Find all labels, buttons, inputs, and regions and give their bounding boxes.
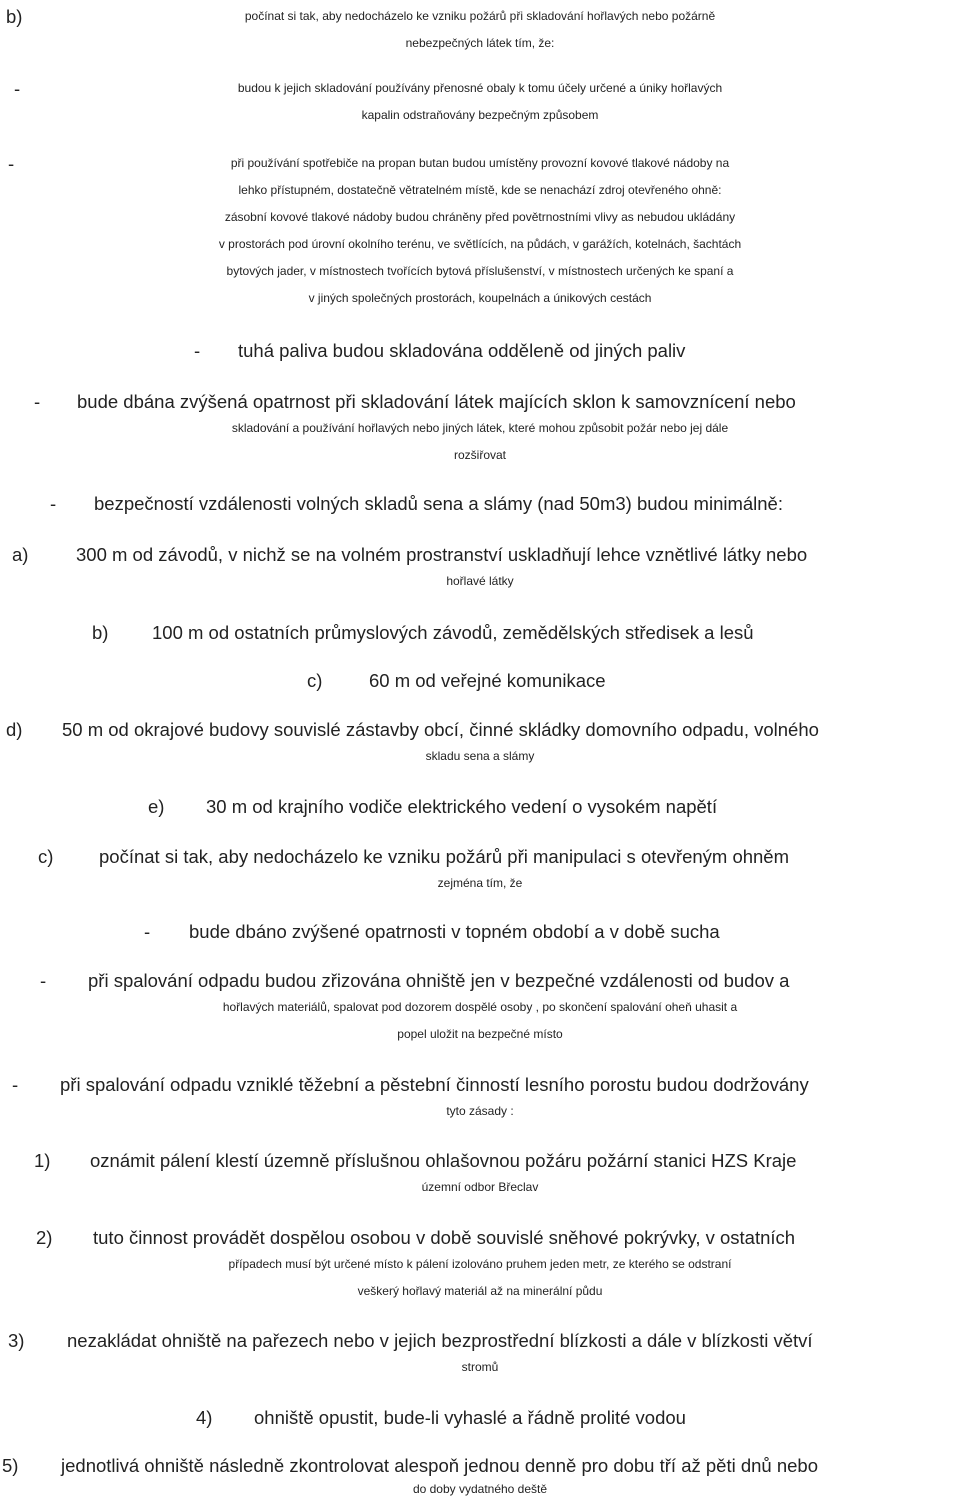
- pd-line1: 50 m od okrajové budovy souvislé zástavby obcí, činné skládky domovního odpadu, volného: [62, 719, 819, 740]
- p8-line2: tyto zásady :: [446, 1104, 514, 1118]
- n3-line2: stromů: [461, 1360, 499, 1374]
- n2-line1: tuto činnost provádět dospělou osobou v době souvislé sněhové pokrývky, v ostatních: [93, 1227, 796, 1248]
- p7-line3: popel uložit na bezpečné místo: [397, 1027, 563, 1041]
- pd-line2: skladu sena a slámy: [425, 749, 535, 763]
- section-c-marker: c): [38, 846, 54, 867]
- p3-line1: tuhá paliva budou skladována odděleně od jiných paliv: [238, 340, 686, 361]
- pd-marker: d): [6, 719, 23, 740]
- n5-line1: jednotlivá ohniště následně zkontrolovat alespoň jednou denně pro dobu tří až pěti dnů nebo: [61, 1455, 819, 1476]
- n5-marker: 5): [2, 1455, 19, 1476]
- pc-marker: c): [307, 670, 323, 691]
- p6-line1: bude dbáno zvýšené opatrnosti v topném období a v době sucha: [189, 921, 720, 942]
- n2-line3: veškerý hořlavý materiál až na minerální půdu: [357, 1284, 603, 1298]
- p1-line2: kapalin odstraňovány bezpečným způsobem: [361, 108, 599, 122]
- p4-line1: bude dbána zvýšená opatrnost při skladování látek majících sklon k samovznícení nebo: [77, 391, 796, 412]
- n3-line1: nezakládat ohniště na pařezech nebo v jejich bezprostřední blízkosti a dále v blízkosti větví: [67, 1330, 813, 1351]
- p1-dash: -: [14, 78, 21, 99]
- section-b-line2: nebezpečných látek tím, že:: [405, 36, 555, 50]
- pc-line1: 60 m od veřejné komunikace: [369, 670, 606, 691]
- p3-dash: -: [194, 340, 201, 361]
- n1-line2: územní odbor Břeclav: [421, 1180, 539, 1194]
- p7-line1: při spalování odpadu budou zřizována ohniště jen v bezpečné vzdálenosti od budov a: [88, 970, 790, 991]
- p5-dash: -: [50, 493, 57, 514]
- p2-dash: -: [8, 153, 15, 174]
- p8-dash: -: [12, 1074, 19, 1095]
- p8-line1: při spalování odpadu vzniklé těžební a pěstební činností lesního porostu budou dodržovány: [60, 1074, 809, 1095]
- pe-marker: e): [148, 796, 165, 817]
- p2-line2: lehko přístupném, dostatečně větratelném místě, kde se nenachází zdroj otevřeného ohně:: [238, 183, 722, 197]
- pa-line1: 300 m od závodů, v nichž se na volném prostranství uskladňují lehce vznětlivé látky nebo: [76, 544, 808, 565]
- pb-marker: b): [92, 622, 109, 643]
- n3-marker: 3): [8, 1330, 25, 1351]
- n1-marker: 1): [34, 1150, 51, 1171]
- section-c-line1: počínat si tak, aby nedocházelo ke vzniku požárů při manipulaci s otevřeným ohněm: [99, 846, 790, 867]
- n5-line2: do doby vydatného deště: [412, 1482, 548, 1496]
- p2-line3: zásobní kovové tlakové nádoby budou chráněny před povětrnostními vlivy as nebudou ukládány: [224, 210, 736, 224]
- p7-line2: hořlavých materiálů, spalovat pod dozorem dospělé osoby , po skončení spalování oheň uhasit a: [222, 1000, 738, 1014]
- p4-line3: rozšiřovat: [453, 448, 506, 462]
- pa-marker: a): [12, 544, 29, 565]
- p6-dash: -: [144, 921, 151, 942]
- n4-marker: 4): [196, 1407, 213, 1428]
- p5-line1: bezpečností vzdálenosti volných skladů sena a slámy (nad 50m3) budou minimálně:: [94, 493, 783, 514]
- p4-line2: skladování a používání hořlavých nebo jiných látek, které mohou způsobit požár nebo jej dále: [231, 421, 729, 435]
- section-b-line1: počínat si tak, aby nedocházelo ke vzniku požárů při skladování hořlavých nebo požárně: [244, 9, 716, 23]
- p2-line5: bytových jader, v místnostech tvořících bytová příslušenství, v místnostech určených ke spaní a: [226, 264, 734, 278]
- p1-line1: budou k jejich skladování používány přenosné obaly k tomu účely určené a úniky hořlavých: [237, 81, 723, 95]
- n4-line1: ohniště opustit, bude-li vyhaslé a řádně prolité vodou: [254, 1407, 686, 1428]
- p2-line6: v jiných společných prostorách, koupelnách a únikových cestách: [308, 291, 652, 305]
- p4-dash: -: [34, 391, 41, 412]
- p2-line1: při používání spotřebiče na propan butan budou umístěny provozní kovové tlakové nádoby na: [230, 156, 730, 170]
- pe-line1: 30 m od krajního vodiče elektrického vedení o vysokém napětí: [206, 796, 718, 817]
- n2-marker: 2): [36, 1227, 53, 1248]
- n2-line2: případech musí být určené místo k pálení izolováno pruhem jeden metr, ze kterého se odstraní: [228, 1257, 732, 1271]
- section-b-marker: b): [6, 6, 23, 27]
- pa-line2: hořlavé látky: [446, 574, 514, 588]
- pb-line1: 100 m od ostatních průmyslových závodů, zemědělských středisek a lesů: [152, 622, 754, 643]
- p7-dash: -: [40, 970, 47, 991]
- n1-line1: oznámit pálení klestí územně příslušnou ohlašovnou požáru požární stanici HZS Kraje: [90, 1150, 797, 1171]
- section-c-line2: zejména tím, že: [437, 876, 523, 890]
- p2-line4: v prostorách pod úrovní okolního terénu, ve světlících, na půdách, v garážích, kotelnách, šachtách: [218, 237, 742, 251]
